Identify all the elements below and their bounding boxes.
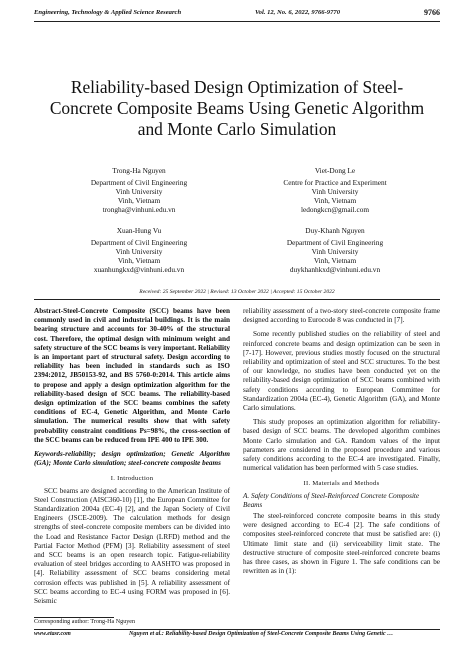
- left-column: [34, 307, 230, 606]
- paragraph: reliability assessment of a two-story steel-concrete composite frame designed according to Eurocode 8 was conducted in [7].: [243, 307, 440, 325]
- author-name: Trong-Ha Nguyen: [112, 166, 166, 175]
- author-block: [44, 166, 234, 214]
- author-block: [240, 226, 430, 274]
- author-dept: Centre for Practice and Experiment: [283, 177, 387, 187]
- paragraph: This study proposes an optimization algorithm for reliability-based design of SCC beams. The developed algorithm combines Monte Carlo simulation and GA. Random values of the input parameters are considered in the proposed procedure and various safety conditions according to the EC-4 are investigated. Finally, numerical validation has been performed with 5 case studies.: [243, 418, 440, 473]
- title-line: Concrete Composite Beams Using Genetic Algorithm: [49, 98, 425, 118]
- author-block: [44, 226, 234, 274]
- corresponding-author: Corresponding author: Trong-Ha Nguyen: [34, 619, 136, 625]
- author-name: Xuan-Hung Vu: [116, 226, 162, 235]
- author-city: Vinh, Vietnam: [313, 256, 357, 265]
- volume-info: Vol. 12, No. 6, 2022, 9766-9770: [255, 9, 340, 16]
- author-name: Viet-Dong Le: [314, 166, 356, 175]
- title-line: Reliability-based Design Optimization of Steel-: [70, 77, 404, 97]
- keywords: Keywords-reliability; design optimization; Genetic Algorithm (GA); Monte Carlo simulation; steel-concrete composite beams: [34, 450, 230, 468]
- author-email: trongha@vinhuni.edu.vn: [102, 205, 176, 215]
- author-univ: Vinh University: [115, 186, 163, 196]
- author-email: xuanhungkxd@vinhuni.edu.vn: [93, 265, 185, 275]
- footnote-rule: [34, 617, 114, 618]
- author-name: Duy-Khanh Nguyen: [305, 226, 365, 235]
- journal-website: www.etasr.com: [34, 631, 71, 637]
- section-heading: I. Introduction: [110, 475, 154, 483]
- footer-rule: [34, 629, 440, 630]
- author-dept: Department of Civil Engineering: [90, 237, 188, 247]
- submission-dates: Received: 25 September 2022 | Revised: 13 October 2022 | Accepted: 15 October 2022: [139, 289, 335, 295]
- author-city: Vinh, Vietnam: [117, 196, 161, 205]
- author-city: Vinh, Vietnam: [313, 196, 357, 205]
- author-dept: Department of Civil Engineering: [286, 237, 384, 247]
- paper-title: [20, 77, 454, 140]
- author-univ: Vinh University: [115, 246, 163, 256]
- citation-line: Nguyen et al.: Reliability-based Design Optimization of Steel-Concrete Composite Beams Using Genetic …: [129, 631, 394, 637]
- header-rule: [34, 21, 440, 22]
- author-univ: Vinh University: [311, 246, 359, 256]
- author-email: duykhanhkxd@vinhuni.edu.vn: [289, 265, 381, 275]
- journal-name: Engineering, Technology & Applied Science Research: [34, 9, 182, 16]
- paragraph: Some recently published studies on the reliability of steel and reinforced concrete beams and design optimization can be seen in [7-17]. However, previous studies mostly focused on the structural reliability and optimization of steel and SCC structures. To the best of our knowledge, no studies have been conducted yet on the reliability-based design optimization of SCC beams combined with safety conditions according to European Committee for Standardization 2004a (EC-4), Genetic Algorithm (GA), and Monte Carlo simulations.: [243, 330, 440, 413]
- dates-rule: [34, 299, 440, 300]
- title-line: and Monte Carlo Simulation: [137, 119, 337, 139]
- abstract: Abstract-Steel-Concrete Composite (SCC) beams have been commonly used in civil and industrial buildings. It is the main bearing structure and accounts for 30-40% of the structural cost. Therefore, the optimal design with minimum weight and safety structure of the SCC beams is very important. Reliability is an important part of structural safety. Design according to reliability has been included in standards such as ISO 2394:2012, JB50153-92, and BS 5760-0:2014. This article aims to propose and apply a design optimization algorithm for the reliability-based design of SCC beams. The reliability-based design optimization of the SCC beams combines the safety conditions of EC-4, Genetic Algorithm, and Monte Carlo simulation. The numerical results show that with safety probability constraint conditions Ps=98%, the cross-section of the SCC beams can be reduced from IPE 400 to IPE 300.: [34, 307, 230, 444]
- page-number: 9766: [424, 8, 440, 17]
- section-heading: II. Materials and Methods: [303, 480, 380, 488]
- subsection-heading: A. Safety Conditions of Steel-Reinforced Concrete Composite Beams: [243, 491, 420, 509]
- author-block: [240, 166, 430, 214]
- author-univ: Vinh University: [311, 186, 359, 196]
- author-city: Vinh, Vietnam: [117, 256, 161, 265]
- right-column: [243, 307, 440, 576]
- author-email: ledongkcn@gmail.com: [300, 205, 370, 215]
- author-dept: Department of Civil Engineering: [90, 177, 188, 187]
- paragraph: SCC beams are designed according to the American Institute of Steel Construction (AISC360-10) [1], the European Committee for Standardization 2004a (EC-4) [2], and the Japan Society of Civil Engineers (JSCE-2009). The calculation methods for design strengths of steel-concrete composite members can be divided into the Load and Resistance Factor Design (LRFD) method and the Partial Factor Method (PFM) [3]. Reliability assessment of steel and SCC beams is an open research topic. Fatigue-reliability evaluation of steel bridges according to AASHTO was proposed in [4]. Reliability assessment of SCC beams considering metal corrosion effects was published in [5]. A reliability assessment of SCC beams according to EC-4 using FORM was proposed in [6]. Seismic: [34, 486, 230, 606]
- paragraph: The steel-reinforced concrete composite beams in this study were designed according to EC-4 [2]. The safe conditions of composites steel-reinforced concrete that must be satisfied are: (i) Ultimate limit state and (ii) serviceability limit state. The destructive structure of composite steel-reinforced concrete beams has three cases, as shown in Figure 1. The safe conditions can be rewritten as in (1):: [243, 512, 440, 576]
